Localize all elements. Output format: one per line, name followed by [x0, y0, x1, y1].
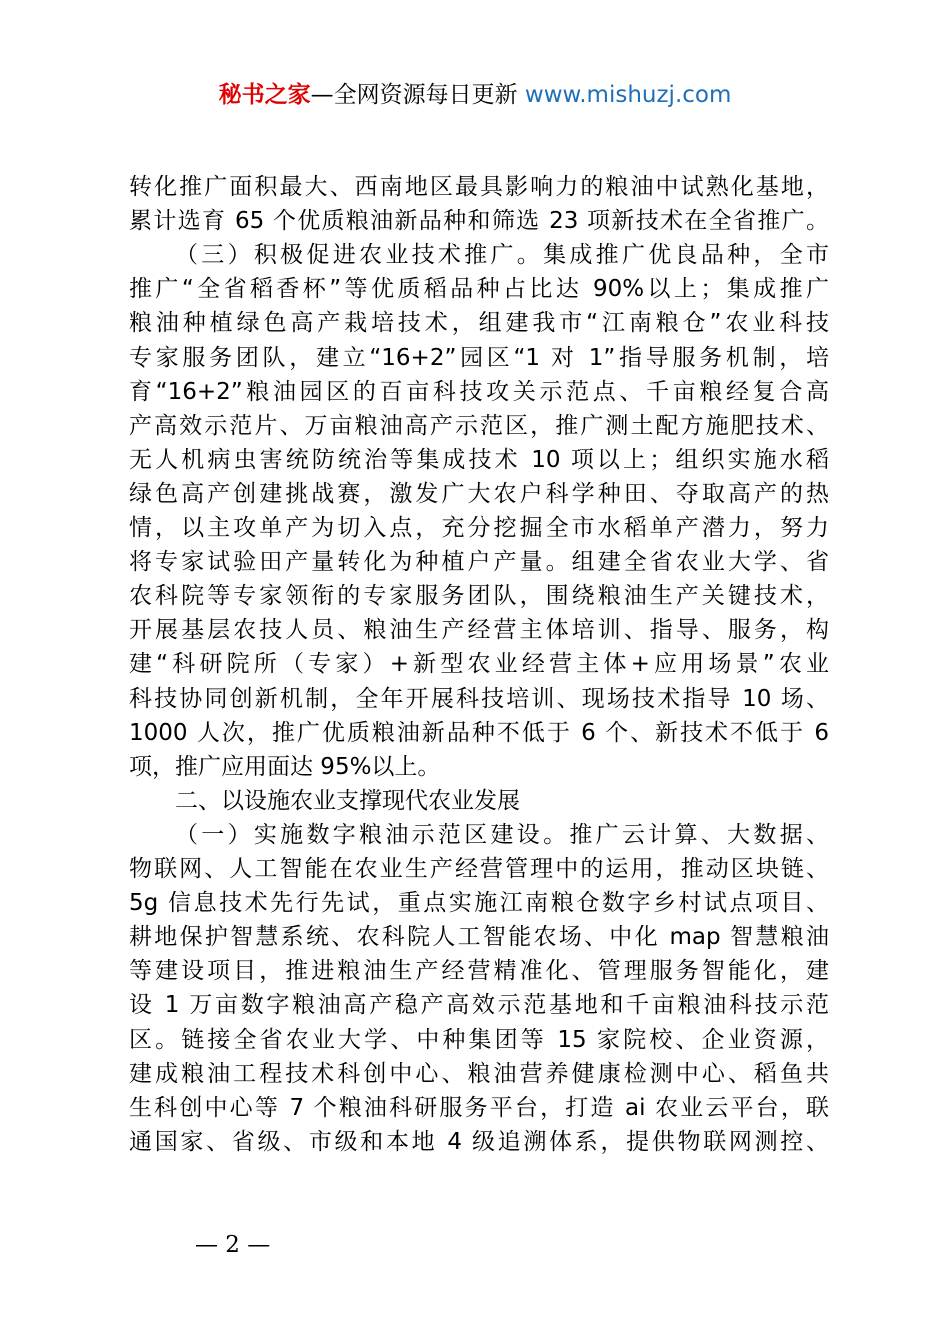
paragraph-line: 开展基层农技人员、粮油生产经营主体培训、指导、服务，构 [129, 617, 829, 643]
paragraph-line: （一）实施数字粮油示范区建设。推广云计算、大数据、 [175, 822, 829, 848]
paragraph-line: 粮油种植绿色高产栽培技术，组建我市“江南粮仓”农业科技 [129, 310, 829, 336]
paragraph-line: 无人机病虫害统防统治等集成技术 10 项以上；组织实施水稻 [129, 447, 829, 473]
paragraph-line: 累计选育 65 个优质粮油新品种和筛选 23 项新技术在全省推广。 [129, 208, 829, 234]
paragraph-line: 等建设项目，推进粮油生产经营精准化、管理服务智能化，建 [129, 958, 829, 984]
paragraph-line: 5g 信息技术先行先试，重点实施江南粮仓数字乡村试点项目、 [129, 890, 829, 916]
paragraph-line: 推广“全省稻香杯”等优质稻品种占比达 90%以上；集成推广 [129, 276, 829, 302]
paragraph-line: 设 1 万亩数字粮油高产稳产高效示范基地和千亩粮油科技示范 [129, 992, 829, 1018]
paragraph-line: 产高效示范片、万亩粮油高产示范区，推广测土配方施肥技术、 [129, 413, 829, 439]
site-tagline: —全网资源每日更新 [310, 82, 518, 108]
paragraph-line: 物联网、人工智能在农业生产经营管理中的运用，推动区块链、 [129, 856, 829, 882]
page-number: — 2 — [195, 1232, 271, 1258]
paragraph-line: 建成粮油工程技术科创中心、粮油营养健康检测中心、稻鱼共 [129, 1061, 829, 1087]
site-header [0, 78, 950, 112]
paragraph-line: 通国家、省级、市级和本地 4 级追溯体系，提供物联网测控、 [129, 1129, 829, 1155]
paragraph-line: 转化推广面积最大、西南地区最具影响力的粮油中试熟化基地， [129, 174, 829, 200]
paragraph-line: 专家服务团队，建立“16+2”园区“1 对 1”指导服务机制，培 [129, 345, 829, 371]
paragraph-line: 项，推广应用面达 95%以上。 [129, 754, 441, 780]
paragraph-line: （三）积极促进农业技术推广。集成推广优良品种，全市 [175, 242, 829, 268]
paragraph-line: 建“科研院所（专家）+新型农业经营主体+应用场景”农业 [129, 651, 829, 677]
paragraph-line: 二、以设施农业支撑现代农业发展 [175, 788, 520, 814]
paragraph-line: 绿色高产创建挑战赛，激发广大农户科学种田、夺取高产的热 [129, 481, 829, 507]
paragraph-line: 育“16+2”粮油园区的百亩科技攻关示范点、千亩粮经复合高 [129, 379, 829, 405]
paragraph-line: 科技协同创新机制，全年开展科技培训、现场技术指导 10 场、 [129, 686, 829, 712]
paragraph-line: 区。链接全省农业大学、中种集团等 15 家院校、企业资源， [129, 1027, 829, 1053]
paragraph-line: 生科创中心等 7 个粮油科研服务平台，打造 ai 农业云平台，联 [129, 1095, 829, 1121]
paragraph-line: 耕地保护智慧系统、农科院人工智能农场、中化 map 智慧粮油 [129, 924, 829, 950]
paragraph-line: 情，以主攻单产为切入点，充分挖掘全市水稻单产潜力，努力 [129, 515, 829, 541]
site-url[interactable]: www.mishuzj.com [524, 82, 732, 108]
paragraph-line: 农科院等专家领衔的专家服务团队，围绕粮油生产关键技术， [129, 583, 829, 609]
paragraph-line: 将专家试验田产量转化为种植户产量。组建全省农业大学、省 [129, 549, 829, 575]
paragraph-line: 1000 人次，推广优质粮油新品种不低于 6 个、新技术不低于 6 [129, 720, 829, 746]
site-brand: 秘书之家 [218, 82, 311, 108]
